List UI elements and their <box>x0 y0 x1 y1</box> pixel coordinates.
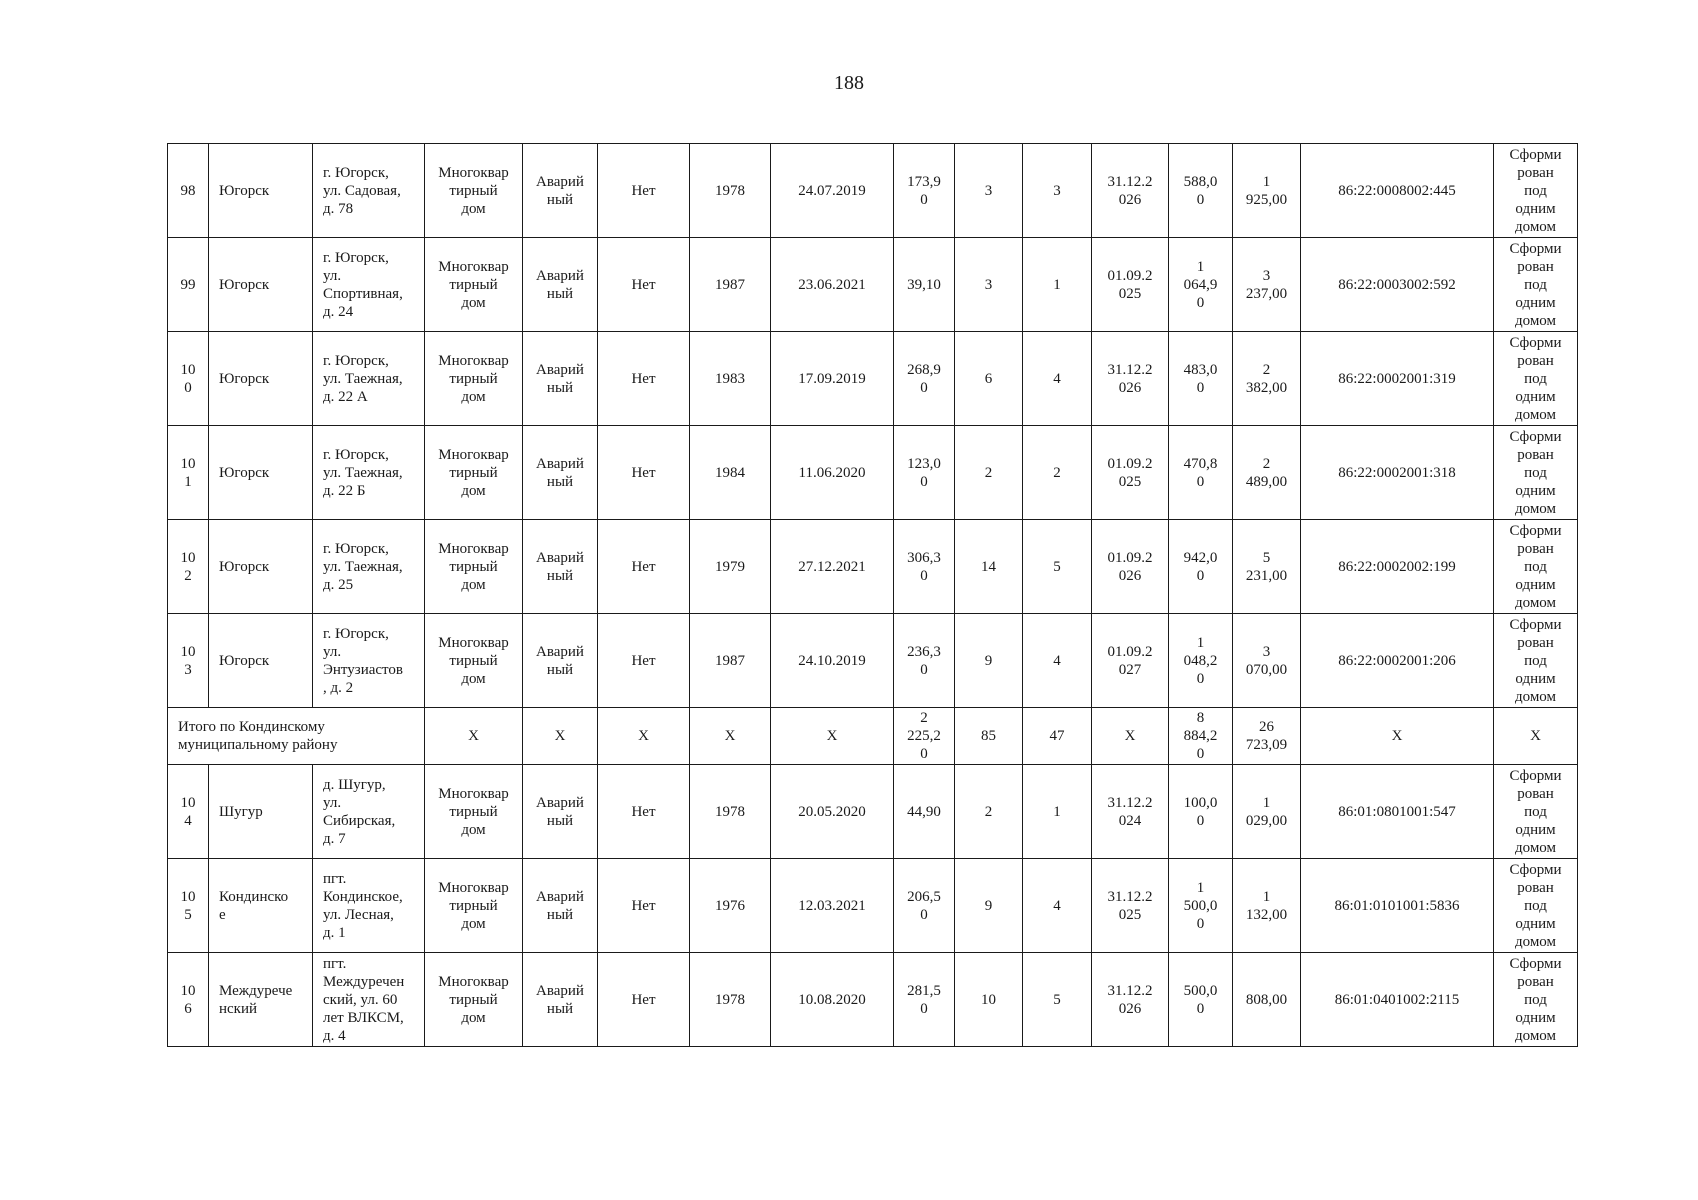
cell-area-2: 100,0 0 <box>1169 765 1233 859</box>
cell-year: 1976 <box>690 859 771 953</box>
cell-locality: Шугур <box>209 765 313 859</box>
cell-date: 27.12.2021 <box>771 520 894 614</box>
total-date: X <box>771 708 894 765</box>
total-cost: 26 723,09 <box>1233 708 1301 765</box>
total-label: Итого по Кондинскому муниципальному району <box>168 708 425 765</box>
cell-note: Сформи рован под одним домом <box>1494 238 1578 332</box>
total-year: X <box>690 708 771 765</box>
total-area-2: 8 884,2 0 <box>1169 708 1233 765</box>
cell-count-2: 3 <box>1023 144 1092 238</box>
cell-address: д. Шугур, ул. Сибирская, д. 7 <box>313 765 425 859</box>
cell-date: 20.05.2020 <box>771 765 894 859</box>
cell-address: г. Югорск, ул. Спортивная, д. 24 <box>313 238 425 332</box>
cell-count-1: 2 <box>955 765 1023 859</box>
cell-cost: 2 489,00 <box>1233 426 1301 520</box>
cell-date: 10.08.2020 <box>771 953 894 1047</box>
cell-area: 206,5 0 <box>894 859 955 953</box>
cell-count-2: 1 <box>1023 765 1092 859</box>
cell-status: Аварий ный <box>523 144 598 238</box>
cell-locality: Кондинско е <box>209 859 313 953</box>
cell-date: 24.10.2019 <box>771 614 894 708</box>
cell-deadline: 31.12.2 026 <box>1092 953 1169 1047</box>
cell-locality: Югорск <box>209 238 313 332</box>
cell-locality: Междурече нский <box>209 953 313 1047</box>
cell-status: Аварий ный <box>523 332 598 426</box>
cell-status: Аварий ный <box>523 765 598 859</box>
cell-area-2: 1 064,9 0 <box>1169 238 1233 332</box>
cell-number: 98 <box>168 144 209 238</box>
cell-date: 12.03.2021 <box>771 859 894 953</box>
cell-cost: 1 029,00 <box>1233 765 1301 859</box>
cell-area-2: 483,0 0 <box>1169 332 1233 426</box>
table-row <box>168 859 1578 953</box>
cell-year: 1983 <box>690 332 771 426</box>
cell-note: Сформи рован под одним домом <box>1494 520 1578 614</box>
cell-flag: Нет <box>598 953 690 1047</box>
cell-area-2: 1 500,0 0 <box>1169 859 1233 953</box>
housing-register-table <box>167 143 1578 1047</box>
cell-flag: Нет <box>598 859 690 953</box>
cell-count-2: 4 <box>1023 859 1092 953</box>
cell-locality: Югорск <box>209 144 313 238</box>
cell-year: 1978 <box>690 765 771 859</box>
cell-area: 39,10 <box>894 238 955 332</box>
cell-cost: 1 925,00 <box>1233 144 1301 238</box>
table-row <box>168 614 1578 708</box>
cell-number: 10 4 <box>168 765 209 859</box>
cell-count-2: 5 <box>1023 520 1092 614</box>
cell-note: Сформи рован под одним домом <box>1494 953 1578 1047</box>
cell-area-2: 588,0 0 <box>1169 144 1233 238</box>
total-count-2: 47 <box>1023 708 1092 765</box>
cell-note: Сформи рован под одним домом <box>1494 144 1578 238</box>
cell-building-type: Многоквар тирный дом <box>425 238 523 332</box>
cell-year: 1987 <box>690 614 771 708</box>
cell-count-1: 14 <box>955 520 1023 614</box>
cell-building-type: Многоквар тирный дом <box>425 859 523 953</box>
cell-cost: 1 132,00 <box>1233 859 1301 953</box>
cell-area-2: 470,8 0 <box>1169 426 1233 520</box>
cell-locality: Югорск <box>209 332 313 426</box>
table-row <box>168 238 1578 332</box>
cell-area: 281,5 0 <box>894 953 955 1047</box>
cell-area-2: 942,0 0 <box>1169 520 1233 614</box>
cell-cost: 808,00 <box>1233 953 1301 1047</box>
cell-deadline: 01.09.2 027 <box>1092 614 1169 708</box>
table-row <box>168 426 1578 520</box>
cell-count-2: 4 <box>1023 332 1092 426</box>
cell-deadline: 01.09.2 025 <box>1092 426 1169 520</box>
cell-cadastral: 86:22:0008002:445 <box>1301 144 1494 238</box>
total-type: X <box>425 708 523 765</box>
cell-status: Аварий ный <box>523 520 598 614</box>
cell-number: 10 0 <box>168 332 209 426</box>
table-row <box>168 332 1578 426</box>
cell-building-type: Многоквар тирный дом <box>425 953 523 1047</box>
cell-area: 268,9 0 <box>894 332 955 426</box>
cell-address: г. Югорск, ул. Энтузиастов , д. 2 <box>313 614 425 708</box>
cell-building-type: Многоквар тирный дом <box>425 614 523 708</box>
cell-cost: 3 237,00 <box>1233 238 1301 332</box>
cell-year: 1978 <box>690 953 771 1047</box>
cell-number: 10 6 <box>168 953 209 1047</box>
cell-building-type: Многоквар тирный дом <box>425 426 523 520</box>
cell-deadline: 01.09.2 026 <box>1092 520 1169 614</box>
cell-cadastral: 86:01:0101001:5836 <box>1301 859 1494 953</box>
cell-note: Сформи рован под одним домом <box>1494 332 1578 426</box>
cell-year: 1984 <box>690 426 771 520</box>
cell-flag: Нет <box>598 144 690 238</box>
cell-building-type: Многоквар тирный дом <box>425 520 523 614</box>
cell-deadline: 31.12.2 026 <box>1092 144 1169 238</box>
total-flag: X <box>598 708 690 765</box>
cell-date: 23.06.2021 <box>771 238 894 332</box>
cell-flag: Нет <box>598 520 690 614</box>
cell-cost: 5 231,00 <box>1233 520 1301 614</box>
cell-note: Сформи рован под одним домом <box>1494 859 1578 953</box>
total-row <box>168 708 1578 765</box>
table-body <box>168 144 1578 1047</box>
cell-count-1: 9 <box>955 614 1023 708</box>
cell-note: Сформи рован под одним домом <box>1494 426 1578 520</box>
cell-status: Аварий ный <box>523 953 598 1047</box>
cell-area: 123,0 0 <box>894 426 955 520</box>
total-deadline: X <box>1092 708 1169 765</box>
table-row <box>168 520 1578 614</box>
cell-deadline: 31.12.2 024 <box>1092 765 1169 859</box>
cell-count-1: 9 <box>955 859 1023 953</box>
cell-address: пгт. Кондинское, ул. Лесная, д. 1 <box>313 859 425 953</box>
cell-number: 10 3 <box>168 614 209 708</box>
cell-cadastral: 86:01:0401002:2115 <box>1301 953 1494 1047</box>
cell-status: Аварий ный <box>523 859 598 953</box>
cell-status: Аварий ный <box>523 614 598 708</box>
cell-cadastral: 86:01:0801001:547 <box>1301 765 1494 859</box>
cell-date: 11.06.2020 <box>771 426 894 520</box>
cell-note: Сформи рован под одним домом <box>1494 765 1578 859</box>
table-row <box>168 953 1578 1047</box>
cell-status: Аварий ный <box>523 426 598 520</box>
cell-locality: Югорск <box>209 614 313 708</box>
cell-area: 236,3 0 <box>894 614 955 708</box>
page-number: 188 <box>834 72 864 94</box>
cell-count-1: 10 <box>955 953 1023 1047</box>
cell-area: 44,90 <box>894 765 955 859</box>
total-cadastral: X <box>1301 708 1494 765</box>
cell-deadline: 31.12.2 025 <box>1092 859 1169 953</box>
cell-locality: Югорск <box>209 426 313 520</box>
cell-count-1: 2 <box>955 426 1023 520</box>
cell-date: 24.07.2019 <box>771 144 894 238</box>
cell-count-1: 3 <box>955 238 1023 332</box>
cell-count-2: 1 <box>1023 238 1092 332</box>
cell-number: 10 1 <box>168 426 209 520</box>
cell-cadastral: 86:22:0002002:199 <box>1301 520 1494 614</box>
cell-address: г. Югорск, ул. Садовая, д. 78 <box>313 144 425 238</box>
cell-deadline: 31.12.2 026 <box>1092 332 1169 426</box>
cell-cost: 2 382,00 <box>1233 332 1301 426</box>
total-status: X <box>523 708 598 765</box>
cell-count-2: 4 <box>1023 614 1092 708</box>
cell-cadastral: 86:22:0002001:319 <box>1301 332 1494 426</box>
cell-flag: Нет <box>598 426 690 520</box>
cell-locality: Югорск <box>209 520 313 614</box>
total-count-1: 85 <box>955 708 1023 765</box>
cell-building-type: Многоквар тирный дом <box>425 765 523 859</box>
cell-flag: Нет <box>598 238 690 332</box>
cell-year: 1978 <box>690 144 771 238</box>
cell-number: 99 <box>168 238 209 332</box>
cell-count-1: 3 <box>955 144 1023 238</box>
cell-year: 1987 <box>690 238 771 332</box>
cell-note: Сформи рован под одним домом <box>1494 614 1578 708</box>
cell-status: Аварий ный <box>523 238 598 332</box>
total-note: X <box>1494 708 1578 765</box>
cell-address: г. Югорск, ул. Таежная, д. 25 <box>313 520 425 614</box>
cell-count-2: 2 <box>1023 426 1092 520</box>
cell-number: 10 2 <box>168 520 209 614</box>
cell-address: г. Югорск, ул. Таежная, д. 22 А <box>313 332 425 426</box>
cell-cadastral: 86:22:0002001:206 <box>1301 614 1494 708</box>
cell-area: 173,9 0 <box>894 144 955 238</box>
cell-year: 1979 <box>690 520 771 614</box>
total-area: 2 225,2 0 <box>894 708 955 765</box>
cell-address: пгт. Междуречен ский, ул. 60 лет ВЛКСМ, д. 4 <box>313 953 425 1047</box>
cell-address: г. Югорск, ул. Таежная, д. 22 Б <box>313 426 425 520</box>
cell-flag: Нет <box>598 614 690 708</box>
cell-building-type: Многоквар тирный дом <box>425 332 523 426</box>
table-row <box>168 144 1578 238</box>
cell-area-2: 1 048,2 0 <box>1169 614 1233 708</box>
cell-building-type: Многоквар тирный дом <box>425 144 523 238</box>
cell-count-1: 6 <box>955 332 1023 426</box>
cell-flag: Нет <box>598 332 690 426</box>
cell-flag: Нет <box>598 765 690 859</box>
cell-date: 17.09.2019 <box>771 332 894 426</box>
cell-area-2: 500,0 0 <box>1169 953 1233 1047</box>
cell-number: 10 5 <box>168 859 209 953</box>
cell-count-2: 5 <box>1023 953 1092 1047</box>
cell-cost: 3 070,00 <box>1233 614 1301 708</box>
cell-area: 306,3 0 <box>894 520 955 614</box>
cell-deadline: 01.09.2 025 <box>1092 238 1169 332</box>
cell-cadastral: 86:22:0002001:318 <box>1301 426 1494 520</box>
cell-cadastral: 86:22:0003002:592 <box>1301 238 1494 332</box>
table-row <box>168 765 1578 859</box>
